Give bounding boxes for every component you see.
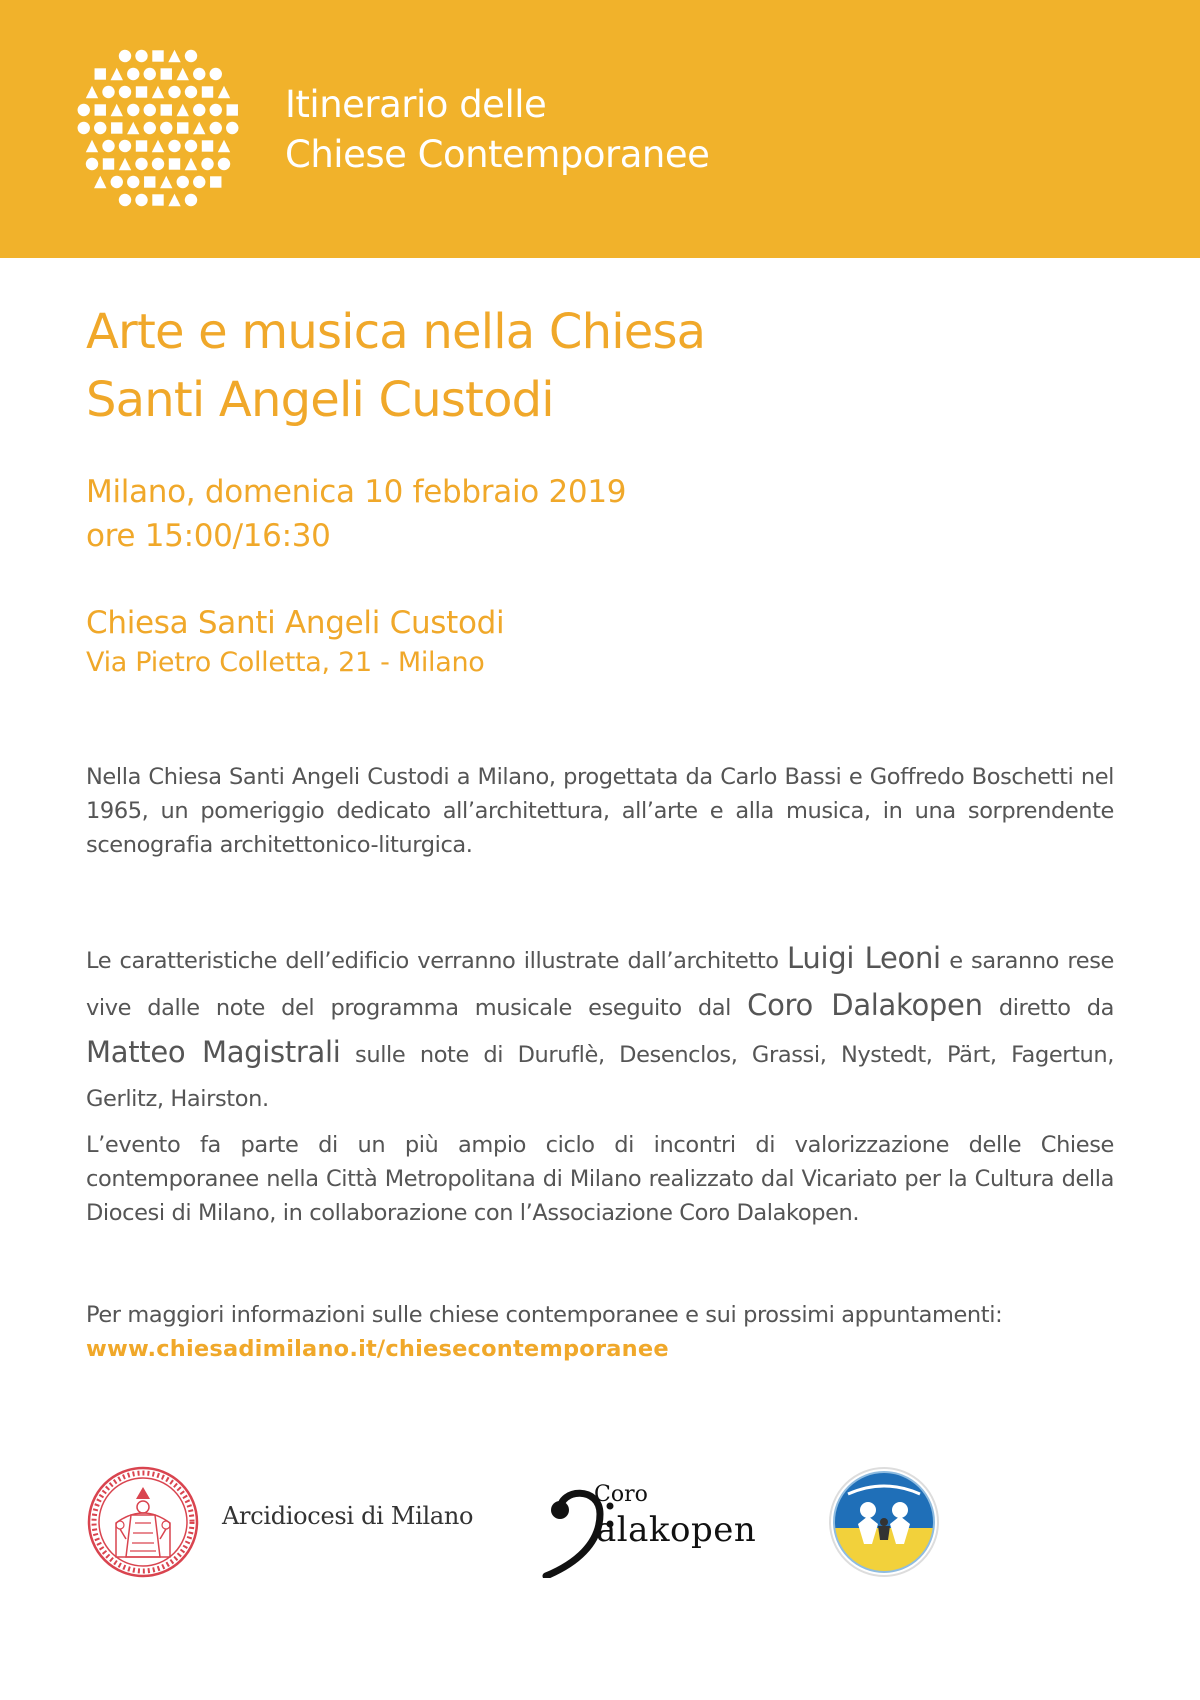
event-title	[86, 298, 705, 434]
coro-label: Coro	[594, 1482, 648, 1507]
event-date: Milano, domenica 10 febbraio 2019	[86, 474, 627, 510]
choir-name: Coro Dalakopen	[747, 988, 983, 1022]
event-time: ore 15:00/16:30	[86, 518, 331, 554]
conductor-name: Matteo Magistrali	[86, 1035, 341, 1069]
venue-name: Chiesa Santi Angeli Custodi	[86, 605, 505, 641]
architect-name: Luigi Leoni	[787, 941, 941, 975]
website-link[interactable]: www.chiesadimilano.it/chiesecontemporanee	[86, 1336, 669, 1362]
description-paragraph: Nella Chiesa Santi Angeli Custodi a Milano, progettata da Carlo Bassi e Goffredo Boschetti nel 1965, un pomeriggio dedicato all’architettura, all’arte e alla musica, in una sorprendente scenografia architettonico-liturgica.	[86, 764, 1114, 858]
header-banner	[0, 0, 1200, 258]
dots-circle-logo-icon	[76, 44, 240, 212]
speakers-text-b: e saranno rese vive dalle note del programma musicale eseguito dal	[86, 948, 1114, 1021]
speakers-text-c: diretto da	[982, 995, 1114, 1021]
header-title-line-1: Itinerario delle	[285, 83, 547, 126]
event-when	[86, 470, 626, 558]
dalakopen-label: alakopen	[596, 1510, 757, 1550]
arcidiocesi-label: Arcidiocesi di Milano	[222, 1502, 474, 1530]
diocese-seal-icon	[86, 1465, 200, 1579]
speakers-text-a: Le caratteristiche dell’edificio verranno illustrate dall’architetto	[86, 948, 788, 974]
header-title-line-2: Chiese Contemporanee	[285, 133, 710, 176]
speakers-paragraph	[86, 936, 1114, 1121]
venue-address: Via Pietro Colletta, 21 - Milano	[86, 647, 485, 678]
info-paragraph	[86, 1298, 1114, 1366]
speakers-text-d: sulle note di Duruflè, Desenclos, Grassi, Nystedt, Pärt, Fagertun, Gerlitz, Hairston.	[86, 1042, 1115, 1112]
header-title	[285, 80, 709, 180]
info-text: Per maggiori informazioni sulle chiese contemporanee e sui prossimi appuntamenti:	[86, 1302, 1003, 1328]
association-badge-icon	[828, 1466, 940, 1578]
context-paragraph: L’evento fa parte di un più ampio ciclo di incontri di valorizzazione delle Chiese contemporanee nella Città Metropolitana di Milano realizzato dal Vicariato per la Cultura della Diocesi di Milano, in collaborazione con l’Associazione Coro Dalakopen.	[86, 1132, 1114, 1226]
event-title-line-1: Arte e musica nella Chiesa	[86, 304, 706, 360]
event-title-line-2: Santi Angeli Custodi	[86, 372, 554, 428]
